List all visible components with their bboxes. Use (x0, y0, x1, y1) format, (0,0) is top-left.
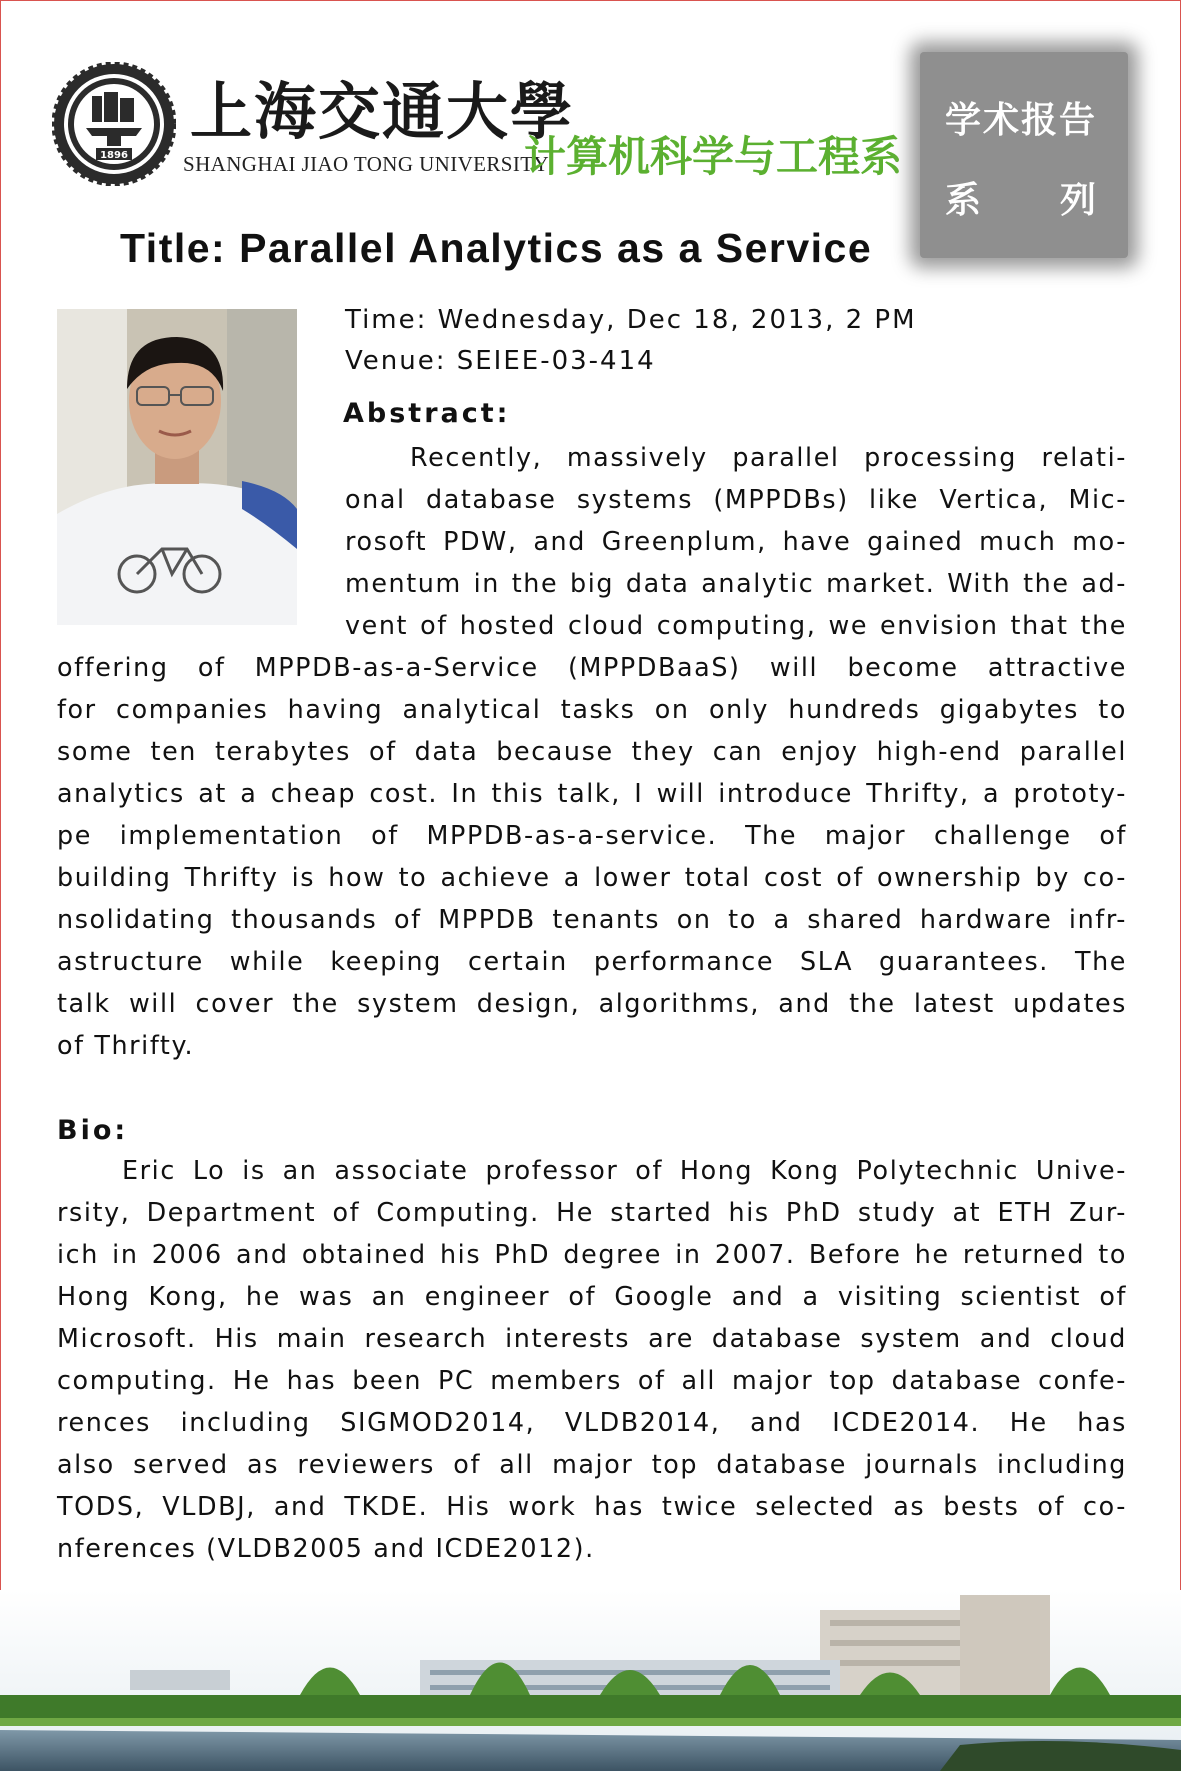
emblem-year: 1896 (100, 150, 128, 161)
series-label-line2-left: 系 (945, 180, 982, 221)
series-label-line2-right: 列 (1060, 180, 1097, 221)
bio-line: rences including SIGMOD2014, VLDB2014, and ICDE2014. He has (57, 1407, 1127, 1437)
abstract-line: nsolidating thousands of MPPDB tenants on to a shared hardware infr- (57, 904, 1127, 934)
series-label-line1: 学术报告 (945, 100, 1098, 141)
bio-line: Microsoft. His main research interests are database system and cloud (57, 1323, 1127, 1353)
department-name: 计算机科学与工程系 (524, 132, 903, 181)
abstract-line: for companies having analytical tasks on only hundreds gigabytes to (57, 694, 1127, 724)
university-name-chinese: 上海交通大學 (190, 75, 575, 148)
speaker-photo (57, 309, 297, 625)
abstract-line: astructure while keeping certain performance SLA guarantees. The (57, 946, 1127, 976)
bio-text (57, 1149, 1127, 1569)
bio-line: Eric Lo is an associate professor of Hong Kong Polytechnic Unive- (122, 1155, 1127, 1185)
talk-title: Title: Parallel Analytics as a Service (120, 225, 873, 271)
bio-line: computing. He has been PC members of all major top database confe- (57, 1365, 1127, 1395)
abstract-line: pe implementation of MPPDB-as-a-service. The major challenge of (57, 820, 1127, 850)
abstract-line: rosoft PDW, and Greenplum, have gained much mo- (345, 526, 1127, 556)
university-emblem-icon (52, 62, 176, 186)
abstract-line: vent of hosted cloud computing, we envision that the (345, 610, 1127, 640)
abstract-line: onal database systems (MPPDBs) like Vertica, Mic- (345, 484, 1127, 514)
bio-line: TODS, VLDBJ, and TKDE. His work has twice selected as bests of co- (57, 1491, 1127, 1521)
abstract-line: talk will cover the system design, algorithms, and the latest updates (57, 988, 1127, 1018)
abstract-line: offering of MPPDB-as-a-Service (MPPDBaaS) will become attractive (57, 652, 1127, 682)
bio-line: ich in 2006 and obtained his PhD degree in 2007. Before he returned to (57, 1239, 1127, 1269)
abstract-line: mentum in the big data analytic market. With the ad- (345, 568, 1127, 598)
university-name-english: SHANGHAI JIAO TONG UNIVERSITY (183, 152, 550, 176)
abstract-line: Recently, massively parallel processing relati- (410, 442, 1127, 472)
talk-time: Time: Wednesday, Dec 18, 2013, 2 PM (345, 305, 917, 335)
abstract-line: analytics at a cheap cost. In this talk, I will introduce Thrifty, a prototy- (57, 778, 1127, 808)
campus-scenery-image (0, 1590, 1181, 1771)
abstract-line: some ten terabytes of data because they can enjoy high-end parallel (57, 736, 1127, 766)
abstract-heading: Abstract: (343, 398, 511, 429)
bio-heading: Bio: (57, 1115, 129, 1146)
bio-line: also served as reviewers of all major top database journals including (57, 1449, 1127, 1479)
talk-venue: Venue: SEIEE-03-414 (345, 346, 656, 376)
bio-line: rsity, Department of Computing. He started his PhD study at ETH Zur- (57, 1197, 1127, 1227)
abstract-text-top (345, 436, 1127, 646)
abstract-text-bottom (57, 646, 1127, 1066)
abstract-line: of Thrifty. (57, 1030, 195, 1060)
bio-line: Hong Kong, he was an engineer of Google and a visiting scientist of (57, 1281, 1127, 1311)
abstract-line: building Thrifty is how to achieve a lower total cost of ownership by co- (57, 862, 1127, 892)
bio-line: nferences (VLDB2005 and ICDE2012). (57, 1533, 595, 1563)
lecture-series-badge (920, 52, 1128, 258)
